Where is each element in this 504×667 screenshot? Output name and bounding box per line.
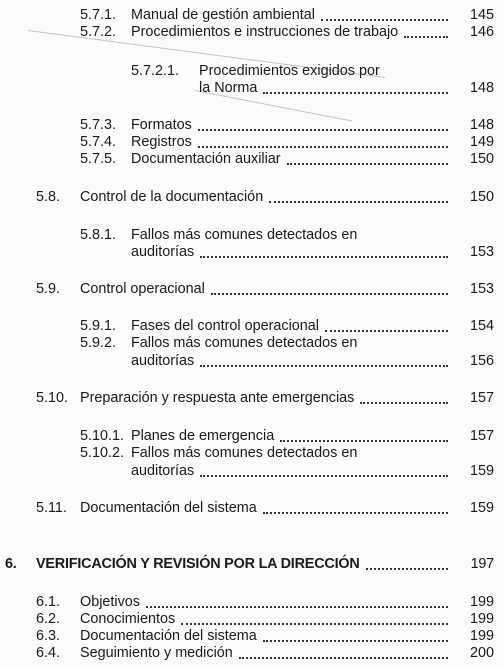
- entry-page: 156: [469, 353, 494, 369]
- toc-entry[interactable]: [36, 628, 494, 645]
- entry-title: Control de la documentación: [80, 189, 264, 205]
- toc-entry[interactable]: [80, 7, 494, 24]
- toc-entry[interactable]: [36, 500, 494, 517]
- entry-page: 150: [469, 189, 494, 205]
- dot-leader: [181, 622, 448, 625]
- entry-number: 5.10.2.: [80, 445, 125, 461]
- dot-leader: [366, 567, 448, 570]
- toc-entry-line1[interactable]: [80, 335, 494, 352]
- entry-title: Seguimiento y medición: [80, 645, 233, 661]
- toc-chapter-entry[interactable]: [5, 556, 494, 573]
- toc-entry[interactable]: [36, 390, 494, 407]
- dot-leader: [200, 364, 448, 367]
- toc-entry-line1[interactable]: [131, 63, 494, 80]
- dot-leader: [198, 128, 448, 131]
- entry-title: Documentación del sistema: [80, 500, 257, 516]
- chapter-title: VERIFICACIÓN Y REVISIÓN POR LA DIRECCIÓN: [36, 556, 360, 572]
- toc-entry[interactable]: [36, 611, 494, 628]
- toc-entry[interactable]: [80, 117, 494, 134]
- entry-page: 199: [469, 594, 494, 610]
- entry-title: Documentación del sistema: [80, 628, 257, 644]
- dot-leader: [200, 255, 448, 258]
- entry-number: 6.4.: [36, 645, 61, 661]
- entry-number: 5.8.: [36, 189, 61, 205]
- dot-leader: [263, 639, 448, 642]
- entry-page: 157: [469, 428, 494, 444]
- toc-entry[interactable]: [36, 594, 494, 611]
- entry-title-continued: auditorías: [131, 244, 195, 260]
- entry-title: Control operacional: [80, 281, 205, 297]
- entry-title: Preparación y respuesta ante emergencias: [80, 390, 355, 406]
- entry-number: 5.10.: [36, 390, 69, 406]
- toc-entry[interactable]: [80, 24, 494, 41]
- entry-page: 200: [469, 645, 494, 661]
- entry-title: Fallos más comunes detectados en: [131, 227, 358, 243]
- dot-leader: [360, 401, 448, 404]
- toc-entry[interactable]: [80, 318, 494, 335]
- entry-number: 5.10.1.: [80, 428, 125, 444]
- toc-entry-line1[interactable]: [80, 445, 494, 462]
- entry-page: 149: [469, 134, 494, 150]
- dot-leader: [269, 200, 448, 203]
- entry-title-continued: auditorías: [131, 353, 195, 369]
- toc-entry-line2[interactable]: [131, 353, 494, 370]
- entry-number: 5.7.1.: [80, 7, 117, 23]
- entry-page: 199: [469, 611, 494, 627]
- entry-number: 5.8.1.: [80, 227, 117, 243]
- entry-number: 5.9.: [36, 281, 61, 297]
- dot-leader: [239, 656, 448, 659]
- entry-number: 5.7.4.: [80, 134, 117, 150]
- entry-page: 153: [469, 281, 494, 297]
- toc-entry-line2[interactable]: [131, 463, 494, 480]
- entry-title: Fases del control operacional: [131, 318, 319, 334]
- toc-entry-line2[interactable]: [131, 244, 494, 261]
- entry-page: 146: [469, 24, 494, 40]
- dot-leader: [404, 35, 448, 38]
- entry-number: 5.7.2.1.: [131, 63, 180, 79]
- dot-leader: [280, 439, 448, 442]
- entry-title: Fallos más comunes detectados en: [131, 445, 358, 461]
- entry-page: 153: [469, 244, 494, 260]
- toc-entry[interactable]: [80, 151, 494, 168]
- dot-leader: [146, 605, 448, 608]
- entry-page: 150: [469, 151, 494, 167]
- entry-page: 154: [469, 318, 494, 334]
- entry-page: 148: [469, 117, 494, 133]
- dot-leader: [263, 511, 448, 514]
- entry-page: 145: [469, 7, 494, 23]
- entry-number: 5.7.2.: [80, 24, 117, 40]
- toc-entry[interactable]: [36, 281, 494, 298]
- entry-title: Procedimientos e instrucciones de trabajo: [131, 24, 399, 40]
- entry-title-continued: la Norma: [199, 80, 258, 96]
- entry-title: Manual de gestión ambiental: [131, 7, 316, 23]
- dot-leader: [321, 18, 448, 21]
- toc-entry[interactable]: [36, 189, 494, 206]
- dot-leader: [200, 474, 448, 477]
- entry-number: 5.7.5.: [80, 151, 117, 167]
- entry-page: 148: [469, 80, 494, 96]
- entry-title: Conocimientos: [80, 611, 176, 627]
- toc-entry-line2[interactable]: [199, 80, 494, 97]
- dot-leader: [325, 329, 448, 332]
- entry-page: 159: [469, 500, 494, 516]
- dot-leader: [287, 162, 448, 165]
- entry-page: 199: [469, 628, 494, 644]
- dot-leader: [198, 145, 448, 148]
- toc-entry[interactable]: [80, 134, 494, 151]
- entry-number: 5.9.2.: [80, 335, 117, 351]
- toc-entry[interactable]: [36, 645, 494, 662]
- entry-number: 5.11.: [36, 500, 67, 516]
- entry-number: 5.7.3.: [80, 117, 117, 133]
- entry-number: 6.2.: [36, 611, 61, 627]
- entry-number: 6.1.: [36, 594, 61, 610]
- entry-title: Objetivos: [80, 594, 140, 610]
- entry-number: 5.9.1.: [80, 318, 117, 334]
- entry-title: Registros: [131, 134, 192, 150]
- entry-page: 159: [469, 463, 494, 479]
- dot-leader: [211, 292, 448, 295]
- entry-number: 6.3.: [36, 628, 61, 644]
- entry-title: Procedimientos exigidos por: [199, 63, 380, 79]
- entry-title: Documentación auxiliar: [131, 151, 281, 167]
- entry-page: 157: [469, 390, 494, 406]
- toc-entry-line1[interactable]: [80, 227, 494, 244]
- entry-title: Planes de emergencia: [131, 428, 275, 444]
- entry-title-continued: auditorías: [131, 463, 195, 479]
- toc-entry[interactable]: [80, 428, 494, 445]
- entry-title: Formatos: [131, 117, 192, 133]
- entry-page: 197: [470, 556, 494, 572]
- chapter-number: 6.: [5, 556, 17, 572]
- entry-title: Fallos más comunes detectados en: [131, 335, 358, 351]
- dot-leader: [263, 91, 448, 94]
